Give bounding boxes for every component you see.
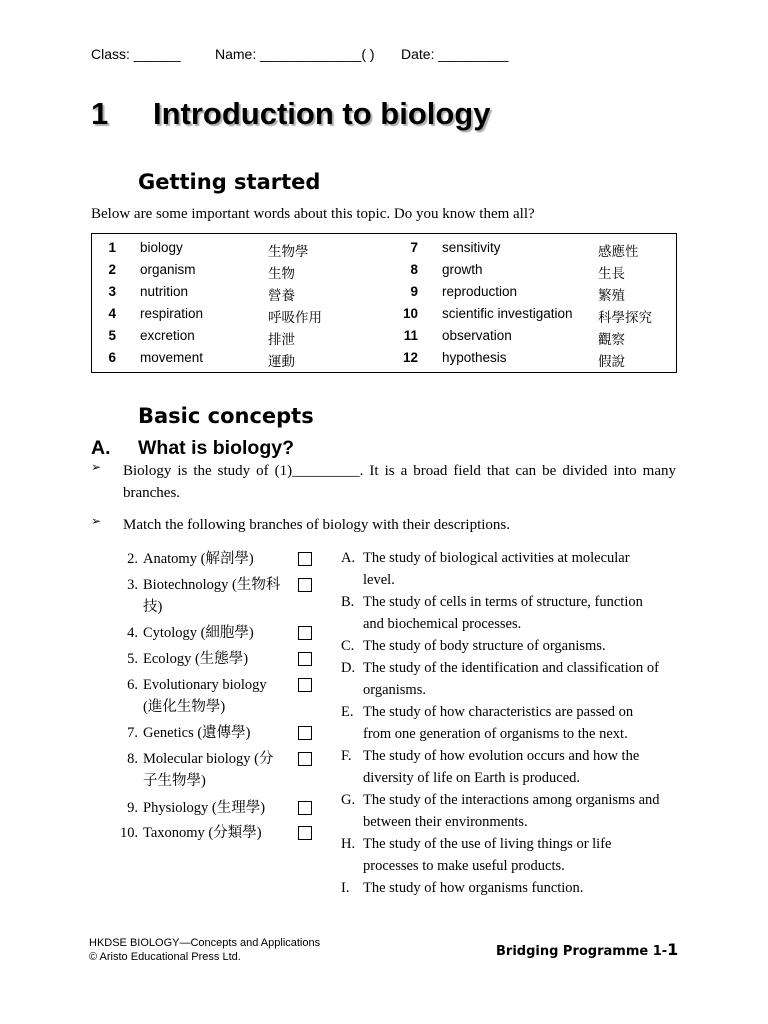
vocab-number: 6	[108, 350, 116, 365]
name-field: Name: _____________( )	[215, 46, 375, 62]
vocab-number: 8	[410, 262, 418, 277]
branch-number: 10.	[120, 825, 139, 841]
question-text: Biology is the study of (1)_________. It is a broad field that can be divided into many branches.	[123, 463, 676, 501]
branch-number: 6.	[127, 677, 138, 693]
vocab-chinese: 排泄	[268, 332, 295, 347]
description-label: A.	[341, 550, 356, 566]
branch-number: 3.	[127, 577, 138, 593]
branch-number: 4.	[127, 625, 138, 641]
description-label: C.	[341, 638, 355, 654]
description-label: B.	[341, 594, 355, 610]
branch-name: Genetics (遺傳學)	[143, 725, 251, 741]
answer-box[interactable]	[298, 801, 312, 815]
answer-box[interactable]	[298, 678, 312, 692]
vocab-english: organism	[140, 262, 196, 277]
intro-text: Below are some important words about this topic. Do you know them all?	[91, 206, 535, 222]
footer-book-title: HKDSE BIOLOGY—Concepts and Applications	[89, 937, 321, 949]
class-field: Class: ______	[91, 46, 181, 62]
chapter-number: 1	[91, 96, 109, 131]
question-item	[91, 514, 676, 538]
description-text: The study of how organisms function.	[363, 880, 584, 896]
footer-programme: Bridging Programme 1-	[496, 944, 668, 959]
vocab-english: sensitivity	[442, 240, 501, 255]
subsection-title: What is biology?	[138, 437, 294, 459]
vocab-number: 9	[410, 284, 418, 299]
vocab-english: biology	[140, 240, 183, 255]
description-label: H.	[341, 836, 356, 852]
answer-box[interactable]	[298, 652, 312, 666]
vocab-number: 2	[108, 262, 116, 277]
vocab-chinese: 呼吸作用	[268, 310, 322, 325]
vocab-english: scientific investigation	[442, 306, 573, 321]
branch-name: Cytology (細胞學)	[143, 625, 254, 641]
branch-name: Taxonomy (分類學)	[143, 825, 262, 841]
vocab-number: 1	[108, 240, 116, 255]
vocab-english: movement	[140, 350, 204, 365]
vocab-chinese: 假說	[598, 354, 625, 369]
description-text: The study of how evolution occurs and how the diversity of life on Earth is produced.	[363, 748, 640, 786]
vocab-chinese: 感應性	[598, 244, 639, 259]
answer-box[interactable]	[298, 826, 312, 840]
description-text: The study of the interactions among organisms and between their environments.	[363, 792, 660, 830]
branch-number: 5.	[127, 651, 138, 667]
answer-box[interactable]	[298, 552, 312, 566]
chapter-title-text: Introduction to biology	[153, 96, 491, 131]
vocab-number: 11	[403, 328, 418, 343]
answer-box[interactable]	[298, 752, 312, 766]
vocab-chinese: 生物	[268, 266, 295, 281]
branch-name: Ecology (生態學)	[143, 651, 249, 667]
vocab-english: excretion	[140, 328, 195, 343]
description-text: The study of the identification and classification of organisms.	[363, 660, 659, 698]
footer-publisher	[89, 936, 320, 964]
description-text: The study of body structure of organisms.	[363, 638, 606, 654]
vocabulary-box	[91, 233, 677, 373]
date-field: Date: _________	[401, 46, 509, 62]
vocab-chinese: 生物學	[268, 244, 309, 259]
vocab-english: reproduction	[442, 284, 518, 299]
arrow-bullet-icon: ➢	[91, 514, 102, 528]
branch-number: 9.	[127, 800, 138, 816]
subsection-label: A.	[91, 437, 111, 459]
vocab-number: 10	[402, 306, 418, 321]
vocab-english: growth	[442, 262, 483, 277]
section-heading: Getting started	[138, 170, 321, 194]
vocab-english: hypothesis	[442, 350, 507, 365]
description-text: The study of cells in terms of structure, function and biochemical processes.	[363, 594, 643, 632]
vocab-english: respiration	[140, 306, 204, 321]
vocab-number: 4	[108, 306, 116, 321]
answer-box[interactable]	[298, 578, 312, 592]
page-number: 1	[667, 940, 679, 959]
description-label: G.	[341, 792, 356, 808]
question-item	[91, 460, 676, 506]
branch-name: Physiology (生理學)	[143, 800, 266, 816]
arrow-bullet-icon: ➢	[91, 460, 102, 474]
vocab-number: 3	[108, 284, 116, 299]
footer-page-info	[496, 940, 678, 959]
vocab-chinese: 科學探究	[598, 310, 652, 325]
description-text: The study of the use of living things or life processes to make useful products.	[363, 836, 612, 874]
question-text: Match the following branches of biology with their descriptions.	[123, 517, 511, 533]
vocab-english: observation	[442, 328, 512, 343]
vocab-chinese: 繁殖	[598, 288, 625, 303]
vocab-chinese: 營養	[268, 288, 295, 303]
branch-name: Evolutionary biology (進化生物學)	[143, 677, 267, 715]
description-label: D.	[341, 660, 356, 676]
vocab-chinese: 生長	[598, 266, 625, 281]
description-text: The study of biological activities at molecular level.	[363, 550, 630, 588]
footer-copyright: © Aristo Educational Press Ltd.	[89, 951, 241, 963]
vocab-chinese: 觀察	[598, 332, 625, 347]
description-label: E.	[341, 704, 354, 720]
vocab-number: 12	[402, 350, 418, 365]
branch-number: 2.	[127, 551, 138, 567]
section-heading: Basic concepts	[138, 404, 314, 428]
description-label: F.	[341, 748, 352, 764]
vocab-number: 7	[410, 240, 418, 255]
description-text: The study of how characteristics are passed on from one generation of organisms to the next.	[363, 704, 634, 742]
description-label: I.	[341, 880, 350, 896]
branch-name: Biotechnology (生物科技)	[143, 577, 281, 615]
vocab-chinese: 運動	[268, 354, 295, 369]
vocab-number: 5	[108, 328, 116, 343]
answer-box[interactable]	[298, 626, 312, 640]
answer-box[interactable]	[298, 726, 312, 740]
vocab-english: nutrition	[140, 284, 189, 299]
branch-name: Molecular biology (分子生物學)	[143, 751, 274, 789]
branch-number: 7.	[127, 725, 138, 741]
branch-name: Anatomy (解剖學)	[143, 551, 254, 567]
branch-number: 8.	[127, 751, 138, 767]
